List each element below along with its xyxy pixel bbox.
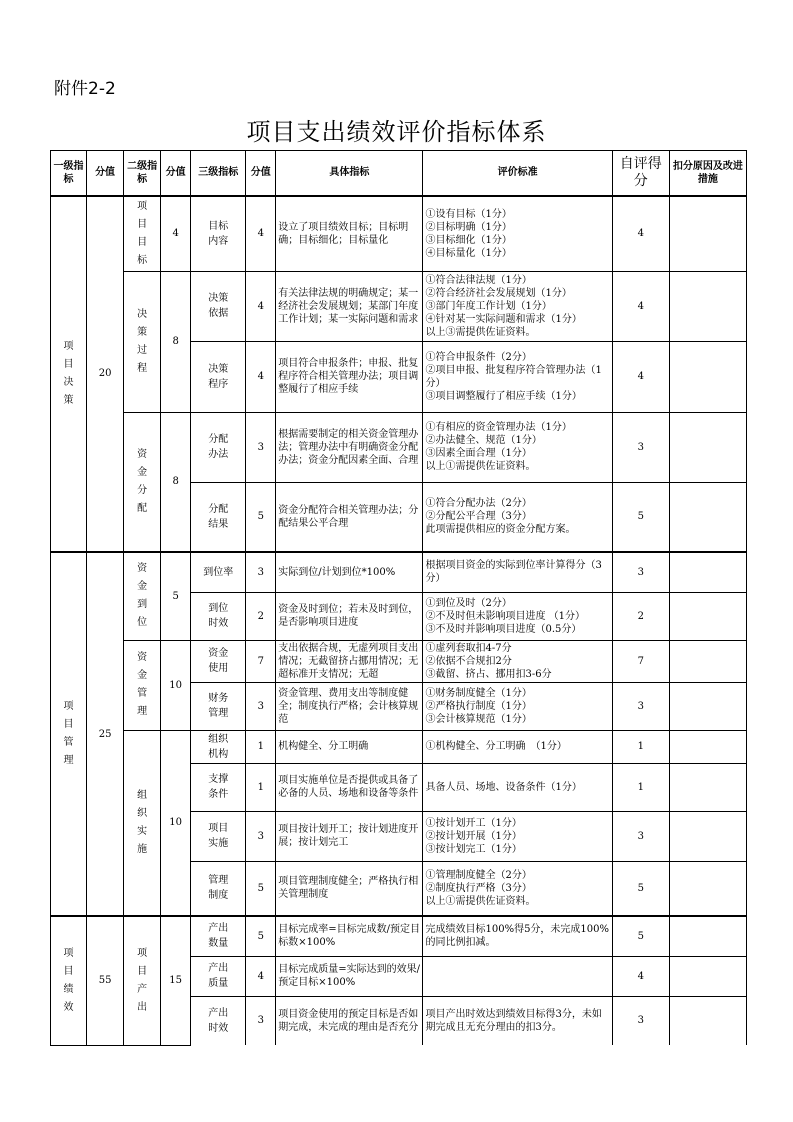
- standard-cell: 完成绩效目标100%得5分，未完成100%的同比例扣减。: [423, 916, 612, 956]
- reason-cell: [669, 956, 746, 996]
- page-title: 项目支出绩效评价指标体系: [246, 118, 547, 146]
- table-row: [51, 412, 747, 482]
- reason-cell: [669, 996, 746, 1045]
- standard-cell: 具备人员、场地、设备条件（1分）: [423, 763, 612, 811]
- specific-cell: 资金及时到位；若未及时到位，是否影响项目进度: [276, 592, 423, 640]
- level3-cell: 项目 实施: [191, 811, 246, 861]
- header-self-score: 自评得分: [612, 151, 669, 196]
- level3-cell: 决策 程序: [191, 341, 246, 412]
- score3-cell: 4: [246, 956, 276, 996]
- standard-cell: ①有相应的资金管理办法（1分） ②办法健全、规范（1分） ③因素全面合理（1分） 以上①需提供佐证资料。: [423, 412, 612, 482]
- reason-cell: [669, 763, 746, 811]
- level3-cell: 财务 管理: [191, 682, 246, 730]
- score2-cell: 10: [161, 730, 191, 916]
- self-score-cell: 1: [612, 763, 669, 811]
- score3-cell: 3: [246, 682, 276, 730]
- header-score3: 分值: [246, 151, 276, 196]
- indicator-table: [50, 150, 747, 1046]
- header-level2: 二级指标: [124, 151, 161, 196]
- specific-cell: 资金管理、费用支出等制度健全；制度执行严格；会计核算规范: [276, 682, 423, 730]
- level2-cell-text: 资金到位: [137, 563, 148, 629]
- level3-cell: 目标 内容: [191, 196, 246, 272]
- level2-cell: [124, 552, 161, 640]
- score2-cell: 15: [161, 916, 191, 1045]
- specific-cell: 支出依据合规，无虚列项目支出情况；无截留挤占挪用情况；无超标准开支情况；无超: [276, 640, 423, 682]
- self-score-cell: 4: [612, 341, 669, 412]
- level1-cell: [51, 196, 87, 553]
- reason-cell: [669, 916, 746, 956]
- reason-cell: [669, 861, 746, 916]
- specific-cell: 项目实施单位是否提供或具备了必备的人员、场地和设备等条件: [276, 763, 423, 811]
- level2-cell-text: 资金分配: [137, 448, 148, 514]
- score2-cell: 8: [161, 271, 191, 412]
- level2-cell-text: 资金管理: [137, 652, 148, 717]
- level3-cell: 分配 结果: [191, 482, 246, 552]
- score1-cell: 25: [87, 552, 124, 916]
- score3-cell: 2: [246, 592, 276, 640]
- standard-cell: 项目产出时效达到绩效目标得3分，未如期完成且无充分理由的扣3分。: [423, 996, 612, 1045]
- score3-cell: 1: [246, 763, 276, 811]
- standard-cell: ①按计划开工（1分） ②按计划开展（1分） ③按计划完工（1分）: [423, 811, 612, 861]
- reason-cell: [669, 730, 746, 763]
- standard-cell: ①财务制度健全（1分） ②严格执行制度（1分） ③会计核算规范（1分）: [423, 682, 612, 730]
- specific-cell: 资金分配符合相关管理办法；分配结果公平合理: [276, 482, 423, 552]
- self-score-cell: 4: [612, 956, 669, 996]
- specific-cell: 目标完成质量=实际达到的效果/预定目标×100%: [276, 956, 423, 996]
- table-body: [51, 196, 747, 1046]
- score3-cell: 5: [246, 861, 276, 916]
- self-score-cell: 3: [612, 996, 669, 1045]
- self-score-cell: 3: [612, 682, 669, 730]
- standard-cell: ①设有目标（1分） ②目标明确（1分） ③目标细化（1分） ④目标量化（1分）: [423, 196, 612, 272]
- level2-cell-text: 项目产出: [137, 947, 148, 1013]
- level1-cell-text: 项目决策: [63, 340, 74, 406]
- specific-cell: 项目按计划开工；按计划进度开展；按计划完工: [276, 811, 423, 861]
- header-level3: 三级指标: [191, 151, 246, 196]
- level3-cell: 分配 办法: [191, 412, 246, 482]
- reason-cell: [669, 196, 746, 272]
- header-score2: 分值: [161, 151, 191, 196]
- table-row: [51, 640, 747, 682]
- level1-cell: [51, 916, 87, 1045]
- standard-cell: ①机构健全、分工明确 （1分）: [423, 730, 612, 763]
- attachment-label: 附件2-2: [54, 79, 116, 99]
- score3-cell: 4: [246, 271, 276, 341]
- level3-cell: 产出 时效: [191, 996, 246, 1045]
- reason-cell: [669, 682, 746, 730]
- score2-cell: 8: [161, 412, 191, 552]
- level3-cell: 决策 依据: [191, 271, 246, 341]
- level2-cell: [124, 412, 161, 552]
- score3-cell: 3: [246, 412, 276, 482]
- standard-cell: ①虚列套取扣4-7分 ②依据不合规扣2分 ③截留、挤占、挪用扣3-6分: [423, 640, 612, 682]
- specific-cell: 根据需要制定的相关资金管理办法；管理办法中有明确资金分配办法；资金分配因素全面、合理: [276, 412, 423, 482]
- header-level1: 一级指标: [51, 151, 87, 196]
- self-score-cell: 3: [612, 412, 669, 482]
- header-specific: 具体指标: [276, 151, 423, 196]
- self-score-cell: 3: [612, 811, 669, 861]
- level1-cell-text: 项目绩效: [63, 947, 74, 1013]
- header-standard: 评价标准: [423, 151, 612, 196]
- level3-cell: 组织 机构: [191, 730, 246, 763]
- reason-cell: [669, 341, 746, 412]
- score1-cell: 20: [87, 196, 124, 553]
- standard-cell: 根据项目资金的实际到位率计算得分（3分）: [423, 552, 612, 592]
- score2-cell: 4: [161, 196, 191, 272]
- standard-cell: ①符合法律法规（1分） ②符合经济社会发展规划（1分） ③部门年度工作计划（1分） ④针对某一实际问题和需求（1分） 以上③需提供佐证资料。: [423, 271, 612, 341]
- reason-cell: [669, 811, 746, 861]
- reason-cell: [669, 482, 746, 552]
- score2-cell: 10: [161, 640, 191, 730]
- level3-cell: 到位率: [191, 552, 246, 592]
- specific-cell: 项目管理制度健全；严格执行相关管理制度: [276, 861, 423, 916]
- level3-cell: 资金 使用: [191, 640, 246, 682]
- table-row: [51, 552, 747, 592]
- standard-cell: ①管理制度健全（2分） ②制度执行严格（3分） 以上①需提供佐证资料。: [423, 861, 612, 916]
- level3-cell: 产出 数量: [191, 916, 246, 956]
- self-score-cell: 1: [612, 730, 669, 763]
- table-row: [51, 271, 747, 341]
- self-score-cell: 7: [612, 640, 669, 682]
- reason-cell: [669, 640, 746, 682]
- self-score-cell: 4: [612, 196, 669, 272]
- specific-cell: 设立了项目绩效目标；目标明确；目标细化；目标量化: [276, 196, 423, 272]
- table-row: [51, 916, 747, 956]
- level2-cell: [124, 916, 161, 1045]
- reason-cell: [669, 592, 746, 640]
- score3-cell: 7: [246, 640, 276, 682]
- specific-cell: 机构健全、分工明确: [276, 730, 423, 763]
- score3-cell: 1: [246, 730, 276, 763]
- self-score-cell: 5: [612, 916, 669, 956]
- level3-cell: 到位 时效: [191, 592, 246, 640]
- specific-cell: 项目符合申报条件；申报、批复程序符合相关管理办法；项目调整履行了相应手续: [276, 341, 423, 412]
- self-score-cell: 4: [612, 271, 669, 341]
- level3-cell: 支撑 条件: [191, 763, 246, 811]
- score3-cell: 3: [246, 996, 276, 1045]
- specific-cell: 实际到位/计划到位*100%: [276, 552, 423, 592]
- score1-cell: 55: [87, 916, 124, 1045]
- level3-cell: 管理 制度: [191, 861, 246, 916]
- self-score-cell: 5: [612, 482, 669, 552]
- level2-cell: [124, 640, 161, 730]
- table-row: [51, 730, 747, 763]
- score2-cell: 5: [161, 552, 191, 640]
- self-score-cell: 3: [612, 552, 669, 592]
- level2-cell: [124, 196, 161, 272]
- standard-cell: ①符合申报条件（2分） ②项目申报、批复程序符合管理办法（1分） ③项目调整履行了相应手续（1分）: [423, 341, 612, 412]
- header-score1: 分值: [87, 151, 124, 196]
- level2-cell-text: 组织实施: [137, 789, 148, 855]
- level1-cell: [51, 552, 87, 916]
- table-row: [51, 196, 747, 272]
- level2-cell: [124, 271, 161, 412]
- standard-cell: [423, 956, 612, 996]
- level2-cell-text: 项目目标: [137, 200, 148, 266]
- reason-cell: [669, 552, 746, 592]
- level1-cell-text: 项目管理: [63, 701, 74, 766]
- score3-cell: 4: [246, 341, 276, 412]
- score3-cell: 3: [246, 811, 276, 861]
- reason-cell: [669, 271, 746, 341]
- self-score-cell: 2: [612, 592, 669, 640]
- specific-cell: 项目资金使用的预定目标是否如期完成，未完成的理由是否充分: [276, 996, 423, 1045]
- self-score-cell: 5: [612, 861, 669, 916]
- score3-cell: 5: [246, 482, 276, 552]
- score3-cell: 5: [246, 916, 276, 956]
- score3-cell: 3: [246, 552, 276, 592]
- level2-cell-text: 决策过程: [137, 308, 148, 374]
- level2-cell: [124, 730, 161, 916]
- score3-cell: 4: [246, 196, 276, 272]
- standard-cell: ①符合分配办法（2分） ②分配公平合理（3分） 此项需提供相应的资金分配方案。: [423, 482, 612, 552]
- specific-cell: 有关法律法规的明确规定；某一经济社会发展规划；某部门年度工作计划；某一实际问题和需求: [276, 271, 423, 341]
- specific-cell: 目标完成率=目标完成数/预定目标数×100%: [276, 916, 423, 956]
- standard-cell: ①到位及时（2分） ②不及时但未影响项目进度 （1分） ③不及时并影响项目进度（0.5分）: [423, 592, 612, 640]
- header-reason: 扣分原因及改进措施: [669, 151, 746, 196]
- level3-cell: 产出 质量: [191, 956, 246, 996]
- reason-cell: [669, 412, 746, 482]
